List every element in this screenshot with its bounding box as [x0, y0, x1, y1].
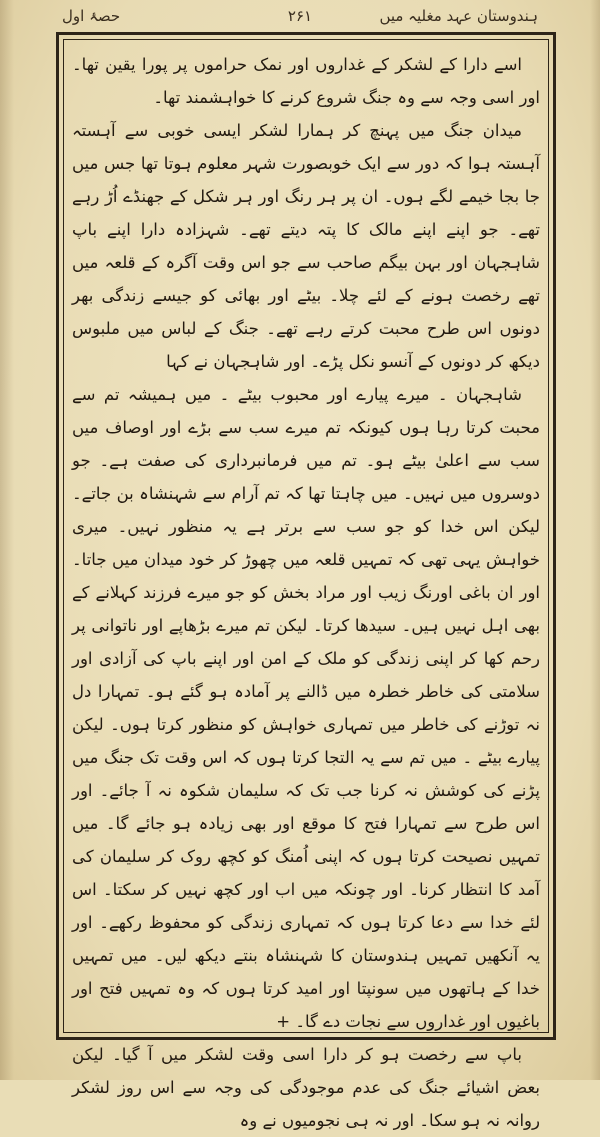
running-header	[62, 4, 538, 30]
paragraph-4: باپ سے رخصت ہو کر دارا اسی وقت لشکر میں آ گیا۔ لیکن بعض اشیائے جنگ کی عدم موجودگی کی وجہ سے اس روز لشکر روانہ نہ ہو سکا۔ اور نہ ہی نجومیوں نے وہ	[72, 1045, 540, 1130]
part-label: حصۂ اول	[62, 7, 121, 25]
paragraph-1: اسے دارا کے لشکر کے غداروں اور نمک حراموں پر پورا یقین تھا۔ اور اسی وجہ سے وہ جنگ شروع کرنے کا خواہشمند تھا۔	[72, 55, 540, 107]
page-edge-shadow	[590, 0, 600, 1080]
page-number: ۲۶۱	[287, 7, 313, 25]
paragraph-3-shahjahan-speech: شاہجہان ۔ میرے پیارے اور محبوب بیٹے ۔ میں ہمیشہ تم سے محبت کرتا رہا ہوں کیونکہ تم میرے سب سے بڑے اور اوصاف میں سب سے اعلیٰ بیٹے ہو۔ تم میں فرمانبرداری کی صفت ہے۔ جو دوسروں میں نہیں۔ میں چاہتا تھا کہ تم آرام سے شہنشاہ بن جاتے۔ لیکن اس خدا کو جو سب سے برتر ہے یہ منظور نہیں۔ میری خواہش یہی تھی کہ تمہیں قلعہ میں چھوڑ کر خود میدان میں جاتا۔ اور ان باغی اورنگ زیب اور مراد بخش کو جو میرے فرزند کہلانے کے بھی اہل نہیں ہیں۔ سیدھا کرتا۔ لیکن تم میرے بڑھاپے اور ناتوانی پر رحم کھا کر اپنی زندگی کو ملک کے امن اور اپنے باپ کی آزادی اور سلامتی کی خاطر خطرہ میں ڈالنے پر آمادہ ہو گئے ہو۔ تمہارا دل نہ توڑنے کی خاطر میں تمہاری خواہش کو منظور کرتا ہوں۔ لیکن پیارے بیٹے ۔ میں تم سے یہ التجا کرتا ہوں کہ اس وقت تک جنگ میں پڑنے کی کوشش نہ کرنا جب تک کہ سلیمان شکوہ نہ آ جائے۔ اور اس طرح سے تمہارا فتح کا موقع اور بھی زیادہ ہو جائے گا۔ میں تمہیں نصیحت کرتا ہوں کہ اپنی اُمنگ کو کچھ روک کر سلیمان کی آمد کا انتظار کرنا۔ اور چونکہ میں اب اور کچھ نہیں کر سکتا۔ اس لئے خدا سے دعا کرتا ہوں کہ تمہاری زندگی کو محفوظ رکھے۔ اور یہ آنکھیں تمہیں ہندوستان کا شہنشاہ بنتے دیکھ لیں۔ میں تمہیں خدا کے ہاتھوں میں سونپتا اور امید کرتا ہوں کہ وہ تمہیں فتح اور باغیوں اور غداروں سے نجات دے گا۔ +	[72, 385, 540, 1031]
book-title: ہندوستان عہد مغلیہ میں	[379, 7, 538, 25]
text-body	[72, 48, 540, 1130]
binding-shadow	[0, 0, 14, 1080]
paragraph-2: میدان جنگ میں پہنچ کر ہمارا لشکر ایسی خوبی سے آہستہ آہستہ ہوا کہ دور سے ایک خوبصورت شہر معلوم ہوتا تھا جس میں جا بجا خیمے لگے ہوں۔ ان پر ہر رنگ اور ہر شکل کے جھنڈے اُڑ رہے تھے۔ جو اپنے اپنے مالک کا پتہ دیتے تھے۔ شہزادہ دارا اپنے باپ شاہجہان اور بہن بیگم صاحب سے جو اس وقت آگرہ کے قلعہ میں تھے رخصت ہونے کے لئے چلا۔ بیٹے اور بھائی کو جیسے زندگی بھر دونوں اس طرح محبت کرتے رہے تھے۔ جنگ کے لباس میں ملبوس دیکھ کر دونوں کے آنسو نکل پڑے۔ اور شاہجہان نے کہا	[72, 121, 540, 371]
